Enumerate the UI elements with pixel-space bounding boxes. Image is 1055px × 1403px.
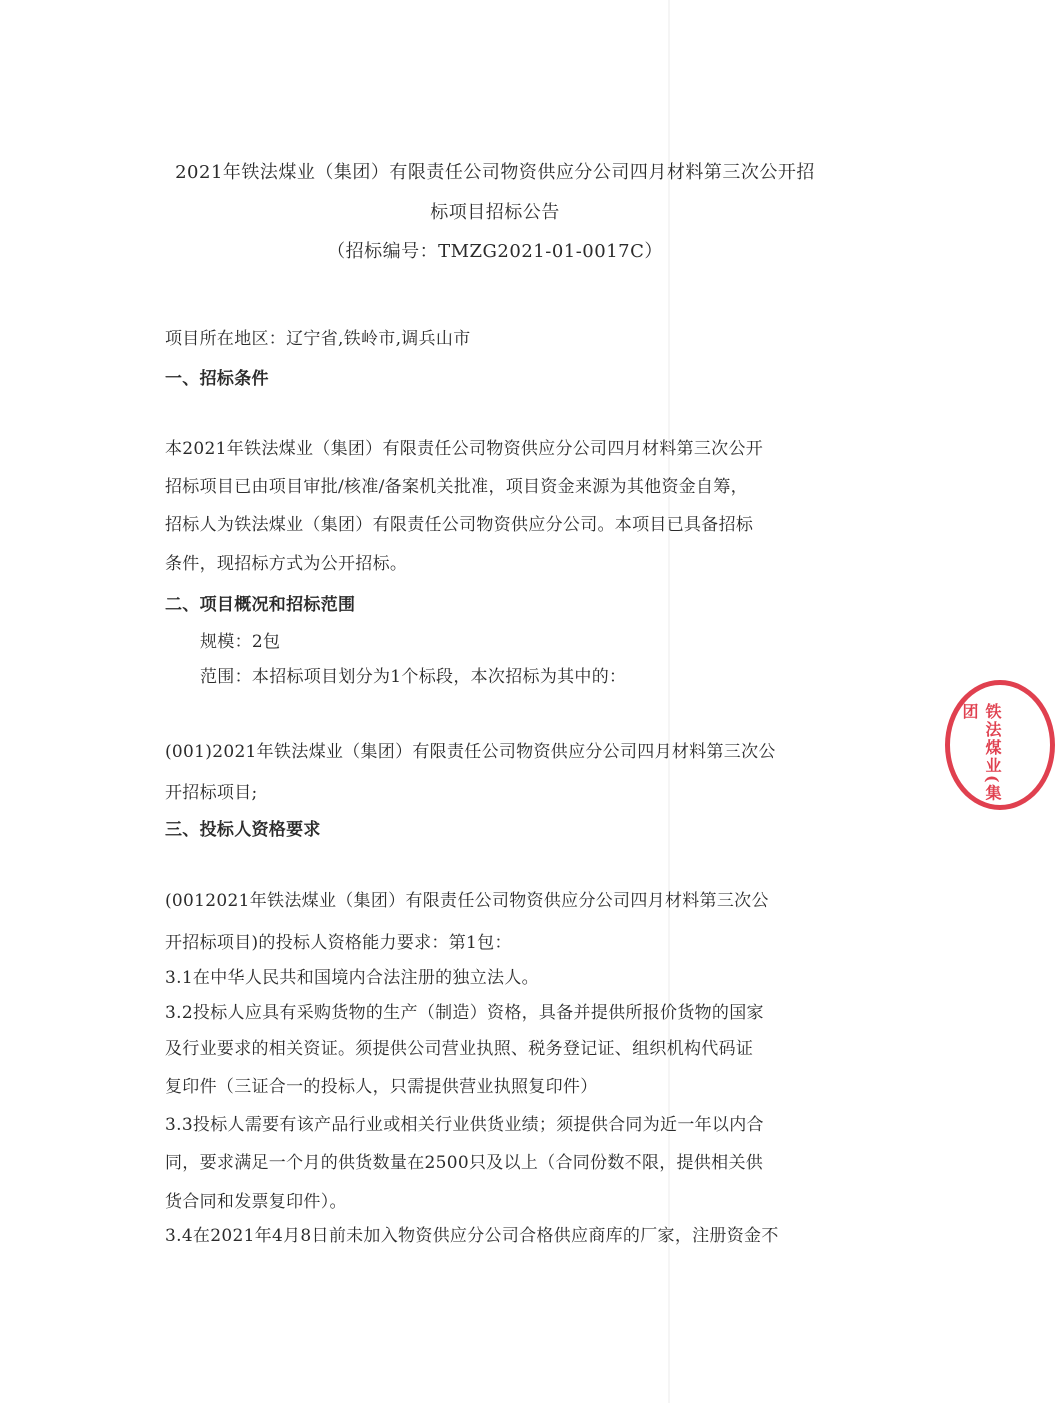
section3-line: (0012021年铁法煤业（集团）有限责任公司物资供应分公司四月材料第三次公 (165, 891, 769, 911)
section3-line: 3.4在2021年4月8日前未加入物资供应分公司合格供应商库的厂家，注册资金不 (165, 1226, 779, 1246)
section3-line: 3.2投标人应具有采购货物的生产（制造）资格，具备并提供所报价货物的国家 (165, 1003, 764, 1023)
section3-line: 货合同和发票复印件）。 (165, 1192, 347, 1212)
title-line-2: 标项目招标公告 (430, 202, 560, 223)
section1-line: 招标人为铁法煤业（集团）有限责任公司物资供应分公司。本项目已具备招标 (165, 515, 754, 535)
project-region: 项目所在地区：辽宁省,铁岭市,调兵山市 (165, 329, 471, 349)
section1-line: 本2021年铁法煤业（集团）有限责任公司物资供应分公司四月材料第三次公开 (165, 439, 764, 459)
section2-heading: 二、项目概况和招标范围 (165, 595, 356, 615)
section3-heading: 三、投标人资格要求 (165, 820, 321, 840)
section3-line: 复印件（三证合一的投标人，只需提供营业执照复印件） (165, 1077, 598, 1097)
seal-text: 铁法煤业(集团 (960, 703, 1002, 803)
company-seal (945, 680, 1055, 810)
tender-number: （招标编号：TMZG2021-01-0017C） (327, 241, 663, 262)
lot-line: 开招标项目; (165, 783, 258, 803)
section3-line: 3.1在中华人民共和国境内合法注册的独立法人。 (165, 968, 539, 988)
section3-line: 开招标项目)的投标人资格能力要求：第1包： (165, 933, 512, 953)
title-line-1: 2021年铁法煤业（集团）有限责任公司物资供应分公司四月材料第三次公开招 (175, 162, 815, 183)
section3-line: 同，要求满足一个月的供货数量在2500只及以上（合同份数不限，提供相关供 (165, 1153, 764, 1173)
section3-line: 3.3投标人需要有该产品行业或相关行业供货业绩；须提供合同为近一年以内合 (165, 1115, 764, 1135)
lot-line: (001)2021年铁法煤业（集团）有限责任公司物资供应分公司四月材料第三次公 (165, 742, 776, 762)
project-scale: 规模：2包 (200, 632, 281, 652)
section1-line: 招标项目已由项目审批/核准/备案机关批准，项目资金来源为其他资金自筹， (165, 477, 748, 497)
section1-line: 条件，现招标方式为公开招标。 (165, 554, 408, 574)
section1-heading: 一、招标条件 (165, 369, 269, 389)
project-scope: 范围：本招标项目划分为1个标段，本次招标为其中的： (200, 667, 627, 687)
section3-line: 及行业要求的相关资证。须提供公司营业执照、税务登记证、组织机构代码证 (165, 1039, 754, 1059)
